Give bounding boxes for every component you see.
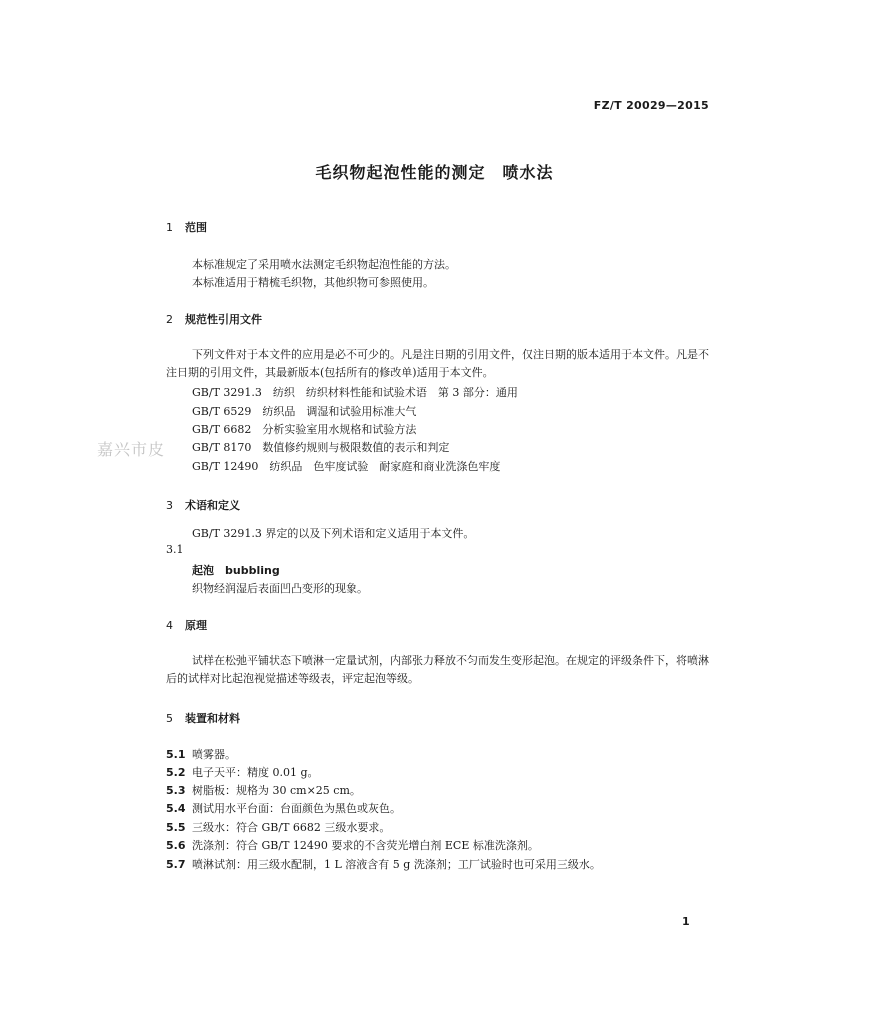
item-number: 5.5 bbox=[166, 821, 186, 834]
paragraph bbox=[166, 652, 712, 688]
list-item bbox=[166, 746, 236, 762]
section-title: 原理 bbox=[185, 619, 207, 632]
item-text: 树脂板：规格为 30 cm×25 cm。 bbox=[192, 784, 361, 797]
section-number: 2 bbox=[166, 313, 173, 326]
document-title: 毛织物起泡性能的测定 喷水法 bbox=[315, 163, 554, 182]
section-5-heading bbox=[166, 710, 240, 726]
item-number: 5.4 bbox=[166, 802, 186, 815]
reference-item: GB/T 6682 分析实验室用水规格和试验方法 bbox=[192, 423, 417, 436]
section-title: 范围 bbox=[185, 221, 207, 234]
standard-number: FZ/T 20029—2015 bbox=[593, 99, 709, 112]
paragraph: 本标准适用于精梳毛织物，其他织物可参照使用。 bbox=[192, 276, 434, 289]
paragraph bbox=[166, 346, 712, 382]
item-number: 5.3 bbox=[166, 784, 186, 797]
paragraph: GB/T 3291.3 界定的以及下列术语和定义适用于本文件。 bbox=[192, 527, 475, 540]
paragraph-text: 试样在松弛平铺状态下喷淋一定量试剂，内部张力释放不匀而发生变形起泡。在规定的评级条件下，将喷淋后的试样对比起泡视觉描述等级表，评定起泡等级。 bbox=[166, 654, 709, 685]
section-3-heading bbox=[166, 497, 240, 513]
reference-item: GB/T 3291.3 纺织 纺织材料性能和试验术语 第 3 部分：通用 bbox=[192, 386, 518, 399]
section-number: 1 bbox=[166, 221, 173, 234]
subclause-number: 3.1 bbox=[166, 543, 184, 556]
list-item bbox=[166, 819, 390, 835]
item-number: 5.2 bbox=[166, 766, 186, 779]
item-text: 喷雾器。 bbox=[192, 748, 236, 761]
item-text: 洗涤剂：符合 GB/T 12490 要求的不含荧光增白剂 ECE 标准洗涤剂。 bbox=[192, 839, 539, 852]
section-number: 3 bbox=[166, 499, 173, 512]
page-number: 1 bbox=[682, 915, 690, 928]
item-text: 电子天平：精度 0.01 g。 bbox=[192, 766, 319, 779]
list-item bbox=[166, 856, 601, 872]
item-number: 5.7 bbox=[166, 858, 186, 871]
term-entry: 起泡 bubbling bbox=[192, 564, 280, 577]
section-number: 4 bbox=[166, 619, 173, 632]
section-1-heading bbox=[166, 219, 207, 235]
reference-item: GB/T 6529 纺织品 调湿和试验用标准大气 bbox=[192, 405, 417, 418]
paragraph: 本标准规定了采用喷水法测定毛织物起泡性能的方法。 bbox=[192, 258, 456, 271]
item-text: 喷淋试剂：用三级水配制，1 L 溶液含有 5 g 洗涤剂；工厂试验时也可采用三级水。 bbox=[192, 858, 601, 871]
list-item bbox=[166, 800, 401, 816]
section-4-heading bbox=[166, 617, 207, 633]
term-definition: 织物经润湿后表面凹凸变形的现象。 bbox=[192, 582, 368, 595]
section-2-heading bbox=[166, 311, 262, 327]
list-item bbox=[166, 764, 319, 780]
item-number: 5.6 bbox=[166, 839, 186, 852]
list-item bbox=[166, 782, 361, 798]
reference-item: GB/T 12490 纺织品 色牢度试验 耐家庭和商业洗涤色牢度 bbox=[192, 460, 501, 473]
paragraph-text: 下列文件对于本文件的应用是必不可少的。凡是注日期的引用文件，仅注日期的版本适用于本文件。凡是不注日期的引用文件，其最新版本(包括所有的修改单)适用于本文件。 bbox=[166, 348, 709, 379]
item-text: 三级水：符合 GB/T 6682 三级水要求。 bbox=[192, 821, 391, 834]
reference-item: GB/T 8170 数值修约规则与极限数值的表示和判定 bbox=[192, 441, 450, 454]
section-title: 装置和材料 bbox=[185, 712, 240, 725]
item-number: 5.1 bbox=[166, 748, 186, 761]
section-title: 规范性引用文件 bbox=[185, 313, 262, 326]
watermark: 嘉兴市皮 bbox=[97, 440, 166, 459]
section-number: 5 bbox=[166, 712, 173, 725]
section-title: 术语和定义 bbox=[185, 499, 240, 512]
item-text: 测试用水平台面：台面颜色为黑色或灰色。 bbox=[192, 802, 401, 815]
list-item bbox=[166, 837, 539, 853]
